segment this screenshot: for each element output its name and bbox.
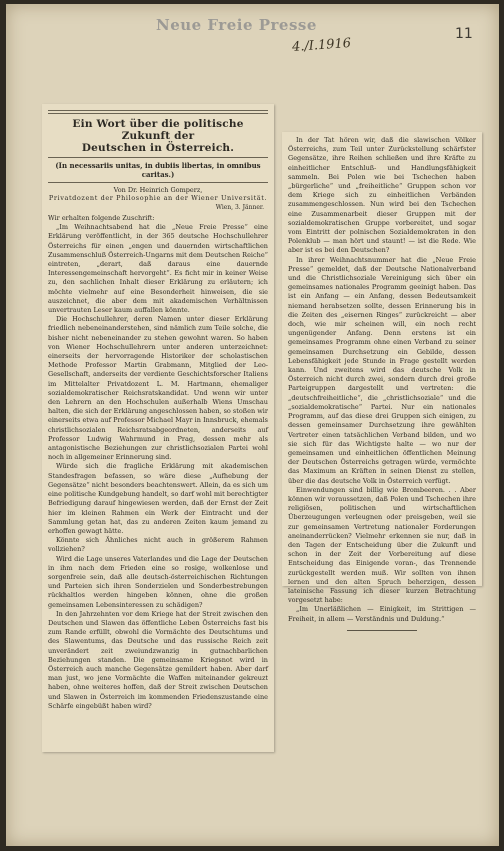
column-2-body (288, 136, 476, 624)
article-motto: (In necessariis unitas, in dubiis libertas, in omnibus caritas.) (55, 161, 261, 179)
clipping-column-1-content (48, 108, 268, 711)
clipping-column-1 (42, 104, 274, 752)
paragraph: Wir erhalten folgende Zuschrift: (48, 214, 155, 222)
title-bottom-rule (48, 157, 268, 158)
clipping-column-2-content (288, 136, 476, 631)
paragraph: Die Hochschullehrer, deren Namen unter dieser Erklärung friedlich nebeneinanderstehen, sind nämlich zum Teile solche, die bisher nicht nebeneinander zu stehen gewohnt waren. So haben von Wiener Hochschullehrern unter anderen unterzeichnet: einerseits der hervorragende Historiker der scholastischen Methode Professor Martin Grabmann, Mitglied der Leo-Gesellschaft, anderseits der verdiente Geschichtsforscher Italiens im Mittelalter Privatdozent L. M. Hartmann, ehemaliger sozialdemokratischer Reichsratskandidat. Und wenn wir unter den Lehrern an den Hochschulen außerhalb Wiens Umschau halten, die sich der Erklärung angeschlossen haben, so stoßen wir einerseits etwa auf Professor Michael Mayr in Innsbruck, ehemals christlichsozialen Reichsratsabgeordneten, anderseits auf Professor Ludwig Wahrmund in Prag, dessen mehr als antagonistische Beziehungen zur christlichsozialen Partei wohl noch in allgemeiner Erinnerung sind. (48, 315, 268, 462)
motto-rule (48, 182, 268, 183)
page-number: 11 (455, 26, 473, 42)
title-top-rule (48, 110, 268, 114)
paragraph: Könnte sich Ähnliches nicht auch in größerem Rahmen vollziehen? (48, 536, 268, 554)
paragraph: Würde sich die fragliche Erklärung mit akademischen Standesfragen befassen, so wäre diese „Aufhebung der Gegensätze“ nicht besonders beachtenswert. Allein, da es sich um eine politische Kundgebung handelt, so darf wohl mit berechtigter Befriedigung darauf hingewiesen werden, daß der Ernst der Zeit hier im kleinen Rahmen ein Werk der Eintracht und der Sammlung getan hat, das zu anderen Zeiten kaum jemand zu erhoffen gewagt hätte. (48, 462, 268, 535)
article-title (48, 118, 268, 154)
paragraph: In der Tat hören wir, daß die slawischen Völker Österreichs, zum Teil unter Zurückstellung schärfster Gegensätze, ihre Reihen schließen und ihre Kräfte zu einheitlicher Entschluß- und Handlungsfähigkeit sammeln. Bei Polen wie bei Tschechen haben „bürgerliche“ und „freiheitliche“ Gruppen schon vor dem Kriege sich zu einheitlichen Verbänden zusammengeschlossen. Nun wird bei den Tschechen eine Zusammenarbeit dieser Gruppen mit der sozialdemokratischen Gruppe vorbereitet, und sogar vom Eintritt der polnischen Sozialdemokraten in den Polenklub — man hört und staunt! — ist die Rede. Wie aber ist es bei den Deutschen? (288, 136, 476, 255)
paragraph: In den Jahrzehnten vor dem Kriege hat der Streit zwischen den Deutschen und Slawen das öffentliche Leben Österreichs fast bis zum Rande erfüllt, obwohl die Vormächte des Deutschtums und des Slawentums, das Deutsche und das russische Reich zeit unverändert zeit zweiundzwanzig in gutnachbarlichen Beziehungen standen. Die gemeinsame Kriegsnot wird in Österreich auch manche Gegensätze gemildert haben. Aber darf man just, wo jene Vormächte die Waffen miteinander gekreuzt haben, ohne weiteres hoffen, daß der Streit zwischen Deutschen und Slawen in Österreich im kommenden Friedenszustande eine Schärfe eingebüßt haben wird? (48, 609, 268, 710)
article-title-line-1: Ein Wort über die politische Zukunft der (72, 118, 244, 142)
newspaper-masthead: Neue Freie Presse (156, 16, 317, 34)
archive-sheet (6, 4, 499, 846)
paragraph: Wird die Lage unseres Vaterlandes und die Lage der Deutschen in ihm nach dem Frieden eine so rosige, wolkenlose und sorgenfreie sein, daß alle deutsch-österreichischen Richtungen und Parteien sich ihren Sonderzielen und Sonderbestrebungen rückhaltlos werden hingeben können, ohne die großen gemeinsamen Lebensinteressen zu schädigen? (48, 554, 268, 609)
column-1-body (48, 214, 268, 711)
article-title-line-2: Deutschen in Österreich. (81, 142, 235, 154)
paragraph: In ihrer Weihnachtsnummer hat die „Neue Freie Presse“ gemeldet, daß der Deutsche Nationalverband und die Christlichsoziale Vereinigung sich über ein gemeinsames nationales Programm geeinigt haben. Das ist ein Anfang — ein Anfang, dessen Bedeutsamkeit niemand herabsetzen sollte, dessen Erinnerung bis in die Zeiten des „eisernen Ringes“ zurückreicht — aber doch, wie mir scheinen will, ein noch recht ungenügender Anfang. Denn erstens ist ein gemeinsames Programm ohne einen Verband zu seiner gemeinsamen Durchsetzung ein Gebilde, dessen Lebensfähigkeit jede Stunde in Frage gestellt werden kann. Und zweitens wird das deutsche Volk in Österreich nicht durch zwei, sondern durch drei große Parteigruppen dargestellt und vertreten: die „deutschfreiheitliche“, die „christlichsoziale“ und die „sozialdemokratische“ Partei. Nur ein nationales Programm, auf das diese drei Gruppen sich einigen, zu dessen gemeinsamer Durchsetzung ihre gewählten Vertreter einen tatsächlichen Verband bilden, und wo sie sich für das Wichtigste halte — wo nur der gemeinsamen und einheitlichen öffentlichen Meinung der Deutschen Österreichs getragen würde, vermöchte das Maximum an Kräften in seinen Dienst zu stellen, über die das deutsche Volk in Österreich verfügt. (288, 255, 476, 485)
clipping-column-2 (282, 132, 482, 623)
paragraph: Einwendungen sind billig wie Brombeeren. . . Aber können wir voraussetzen, daß Polen und Tschechen ihre religiösen, politischen und wirtschaftlichen Überzeugungen verleugnen oder preisgeben, weil sie zur gemeinsamen Vertretung nationaler Forderungen aneinanderrücken? Vielmehr erkennen sie nur, daß in den Tagen der Entscheidung über die Zukunft und schon in der Zeit der Vorbereitung auf diese Entscheidung das Einigende voran-, das Trennende zurückgestellt werden muß. Wir sollten von ihnen lernen und den alten Spruch beherzigen, dessen lateinische Fassung ich dieser kurzen Betrachtung vorgesetzt habe: (288, 485, 476, 605)
article-byline: Von Dr. Heinrich Gomperz, (113, 186, 203, 194)
paragraph: „Im Weihnachtsabend hat die „Neue Freie Presse“ eine Erklärung veröffentlicht, in der 365 deutsche Hochschullehrer Österreichs für einen „engen und dauernden wirtschaftlichen Zusammenschluß Österreich-Ungarns mit dem Deutschen Reiche“ eintreten, „derart, daß daraus eine dauernde Interessengemeinschaft hervorgeht“. Es ficht mir in keiner Weise zu, den sachlichen Inhalt dieser Erklärung zu erläutern; ich möchte vielmehr auf eine Besonderheit hinweisen, die sie auszeichnet, die aber dem mit akademischen Verhältnissen unvertrauten Leser kaum auffallen könnte. (48, 223, 268, 315)
end-separator (347, 630, 417, 631)
author-title: Privatdozent der Philosophie an der Wiener Universität. (48, 194, 268, 202)
paragraph: „Im Unerläßlichen — Einigkeit, im Strittigen — Freiheit, in allem — Verständnis und Duldung.“ (288, 605, 476, 623)
place-date: Wien, 3. Jänner. (215, 204, 264, 211)
handwritten-date: 4./I.1916 (291, 35, 352, 56)
